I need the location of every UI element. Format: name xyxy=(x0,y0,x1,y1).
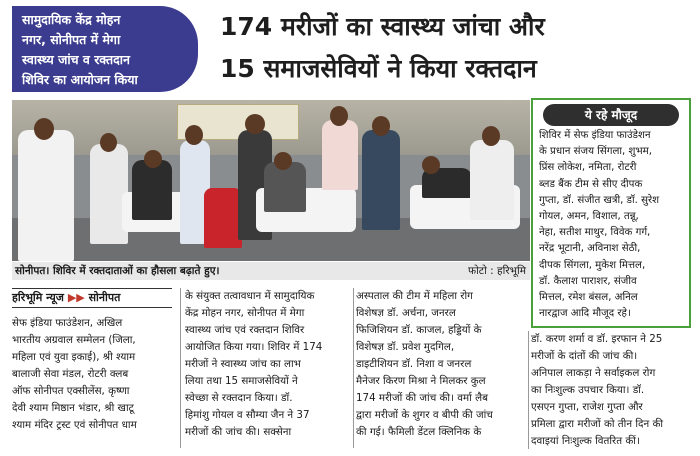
person-head xyxy=(100,133,117,152)
article-line: श्याम मंदिर ट्रस्ट एवं सोनीपत धाम xyxy=(12,419,137,431)
article-line: प्रमिला द्वारा मरीजों को तीन दिन की xyxy=(531,418,664,430)
headline-line-1: 174 मरीजों का स्वास्थ्य जांचा और xyxy=(220,12,545,41)
caption-text: सोनीपत। शिविर में रक्तदाताओं का हौसला बढ़ाते हुए। xyxy=(15,265,220,277)
article-line: विशेषज्ञ डॉ. प्रवेश मुदगिल, xyxy=(356,341,455,353)
attendees-line: मित्तल, रमेश बंसल, अनिल xyxy=(539,292,638,304)
attendees-line: गोयल, अमन, विशाल, तन्नू, xyxy=(539,211,639,223)
article-line: मरीजों की जांच की। सक्सेना xyxy=(185,426,292,438)
article-line: की गई। फैमिली डेंटल क्लिनिक के xyxy=(356,426,482,438)
article-line: महिला एवं युवा इकाई), श्री श्याम xyxy=(12,351,136,363)
article-column-1 xyxy=(12,315,177,434)
attendees-line: ब्लड बैंक टीम से सीए दीपक xyxy=(539,178,643,190)
byline-arrows-icon: ▶▶ xyxy=(67,291,85,304)
article-line: डाइटीशियन डॉ. निशा व जनरल xyxy=(356,358,472,370)
standing-person xyxy=(362,130,400,230)
attendees-line: डॉ. कैलाश पाराशर, संजीव xyxy=(539,275,637,287)
attendees-line: गुप्ता, डॉ. संजीत खत्री, डॉ. सुरेश xyxy=(539,194,660,206)
person-head xyxy=(185,125,203,145)
article-line: के संयुक्त तत्वावधान में सामुदायिक xyxy=(185,290,315,302)
attendees-line: नेहा, सतीश माथुर, विवेक गर्ग, xyxy=(539,227,651,239)
article-line: सेफ इंडिया फाउंडेशन, अखिल xyxy=(12,317,123,329)
attendees-line: नारद्वाज आदि मौजूद रहे। xyxy=(539,308,631,320)
article-line: हिमांशु गोयल व सौम्या जैन ने 37 xyxy=(185,409,310,421)
byline xyxy=(12,288,172,308)
article-line: एसएन गुप्ता, राजेश गुप्ता और xyxy=(531,401,643,413)
article-line: स्वास्थ्य जांच एवं रक्तदान शिविर xyxy=(185,324,305,336)
person-head xyxy=(330,106,348,126)
article-line: डॉ. करण शर्मा व डॉ. इरफान ने 25 xyxy=(531,333,663,345)
person-head xyxy=(482,126,500,146)
red-chair xyxy=(204,188,242,248)
article-line: का निःशुल्क उपचार किया। डॉ. xyxy=(531,384,645,396)
person-head xyxy=(372,116,390,136)
standing-person xyxy=(322,120,358,190)
column-divider xyxy=(353,288,354,448)
article-column-4 xyxy=(531,331,693,450)
article-line: मरीजों के दांतों की जांच की। xyxy=(531,350,638,362)
article-line: द्वारा मरीजों के शुगर व बीपी की जांच xyxy=(356,409,493,421)
article-line: मैनेजर किरण मिश्रा ने मिलकर कुल xyxy=(356,375,486,387)
standing-person xyxy=(470,140,514,220)
attendees-line: दीपक सिंगला, मुकेश मित्तल, xyxy=(539,259,646,271)
standing-person xyxy=(18,130,74,261)
news-photo xyxy=(12,100,530,261)
article-line: अस्पताल की टीम में महिला रोग xyxy=(356,290,473,302)
attendees-line: नरेंद्र भूटानी, अविनाश सेठी, xyxy=(539,243,641,255)
photo-caption xyxy=(12,262,530,280)
article-line: अनिपाल लाकड़ा ने सर्वाइकल रोग xyxy=(531,367,656,379)
article-line: देवी श्याम मिष्ठान भंडार, श्री खाटू xyxy=(12,402,134,414)
attendees-line: प्रिंस लोकेश, नमिता, रोटरी xyxy=(539,162,637,174)
article-line: लिया तथा 15 समाजसेवियों ने xyxy=(185,375,298,387)
byline-city: सोनीपत xyxy=(88,291,121,304)
kicker-box xyxy=(12,6,198,92)
photo-credit: फोटो : हरिभूमि xyxy=(467,265,526,277)
person-head xyxy=(245,114,265,134)
column-divider xyxy=(180,288,181,448)
person-head xyxy=(422,156,440,174)
kicker-line: स्वास्थ्य जांच व रक्तदान xyxy=(22,52,130,67)
attendees-text xyxy=(539,128,685,322)
byline-source: हरिभूमि न्यूज xyxy=(12,291,64,304)
article-column-3 xyxy=(356,288,526,441)
attendees-line: शिविर में सेफ इंडिया फाउंडेशन xyxy=(539,130,651,141)
headline xyxy=(220,6,695,90)
article-line: ऑफ सोनीपत एक्सीलेंस, कृष्णा xyxy=(12,385,130,397)
headline-line-2: 15 समाजसेवियों ने किया रक्तदान xyxy=(220,54,537,83)
article-line: मरीजों ने स्वास्थ्य जांच का लाभ xyxy=(185,358,301,370)
person-head xyxy=(144,150,162,168)
article-line: बालाजी सेवा मंडल, रोटरी क्लब xyxy=(12,368,129,380)
article-line: आयोजित किया गया। शिविर में 174 xyxy=(185,341,323,353)
article-line: केंद्र मोहन नगर, सोनीपत में मेगा xyxy=(185,307,305,319)
kicker-line: सामुदायिक केंद्र मोहन xyxy=(22,12,121,27)
article-column-2 xyxy=(185,288,351,441)
attendees-line: के प्रधान संजय सिंगला, शुभम, xyxy=(539,146,652,158)
article-line: दवाइयां निःशुल्क वितरित कीं। xyxy=(531,435,640,447)
person-head xyxy=(34,118,54,140)
kicker-line: नगर, सोनीपत में मेगा xyxy=(22,32,121,47)
kicker-line: शिविर का आयोजन किया xyxy=(22,72,138,87)
article-line: 174 मरीजों की जांच की। वर्मा लैब xyxy=(356,392,488,404)
attendees-tag: ये रहे मौजूद xyxy=(543,104,679,126)
attendees-box xyxy=(531,98,691,328)
column-divider xyxy=(528,331,529,449)
seated-person xyxy=(132,160,172,220)
article-line: भारतीय अग्रवाल सम्मेलन (जिला, xyxy=(12,334,136,346)
article-line: विशेषज्ञ डॉ. अर्चना, जनरल xyxy=(356,307,456,319)
person-head xyxy=(274,152,292,170)
article-line: स्वेच्छा से रक्तदान किया। डॉ. xyxy=(185,392,293,404)
article-line: फिजिशियन डॉ. काजल, हड्डियों के xyxy=(356,324,482,336)
